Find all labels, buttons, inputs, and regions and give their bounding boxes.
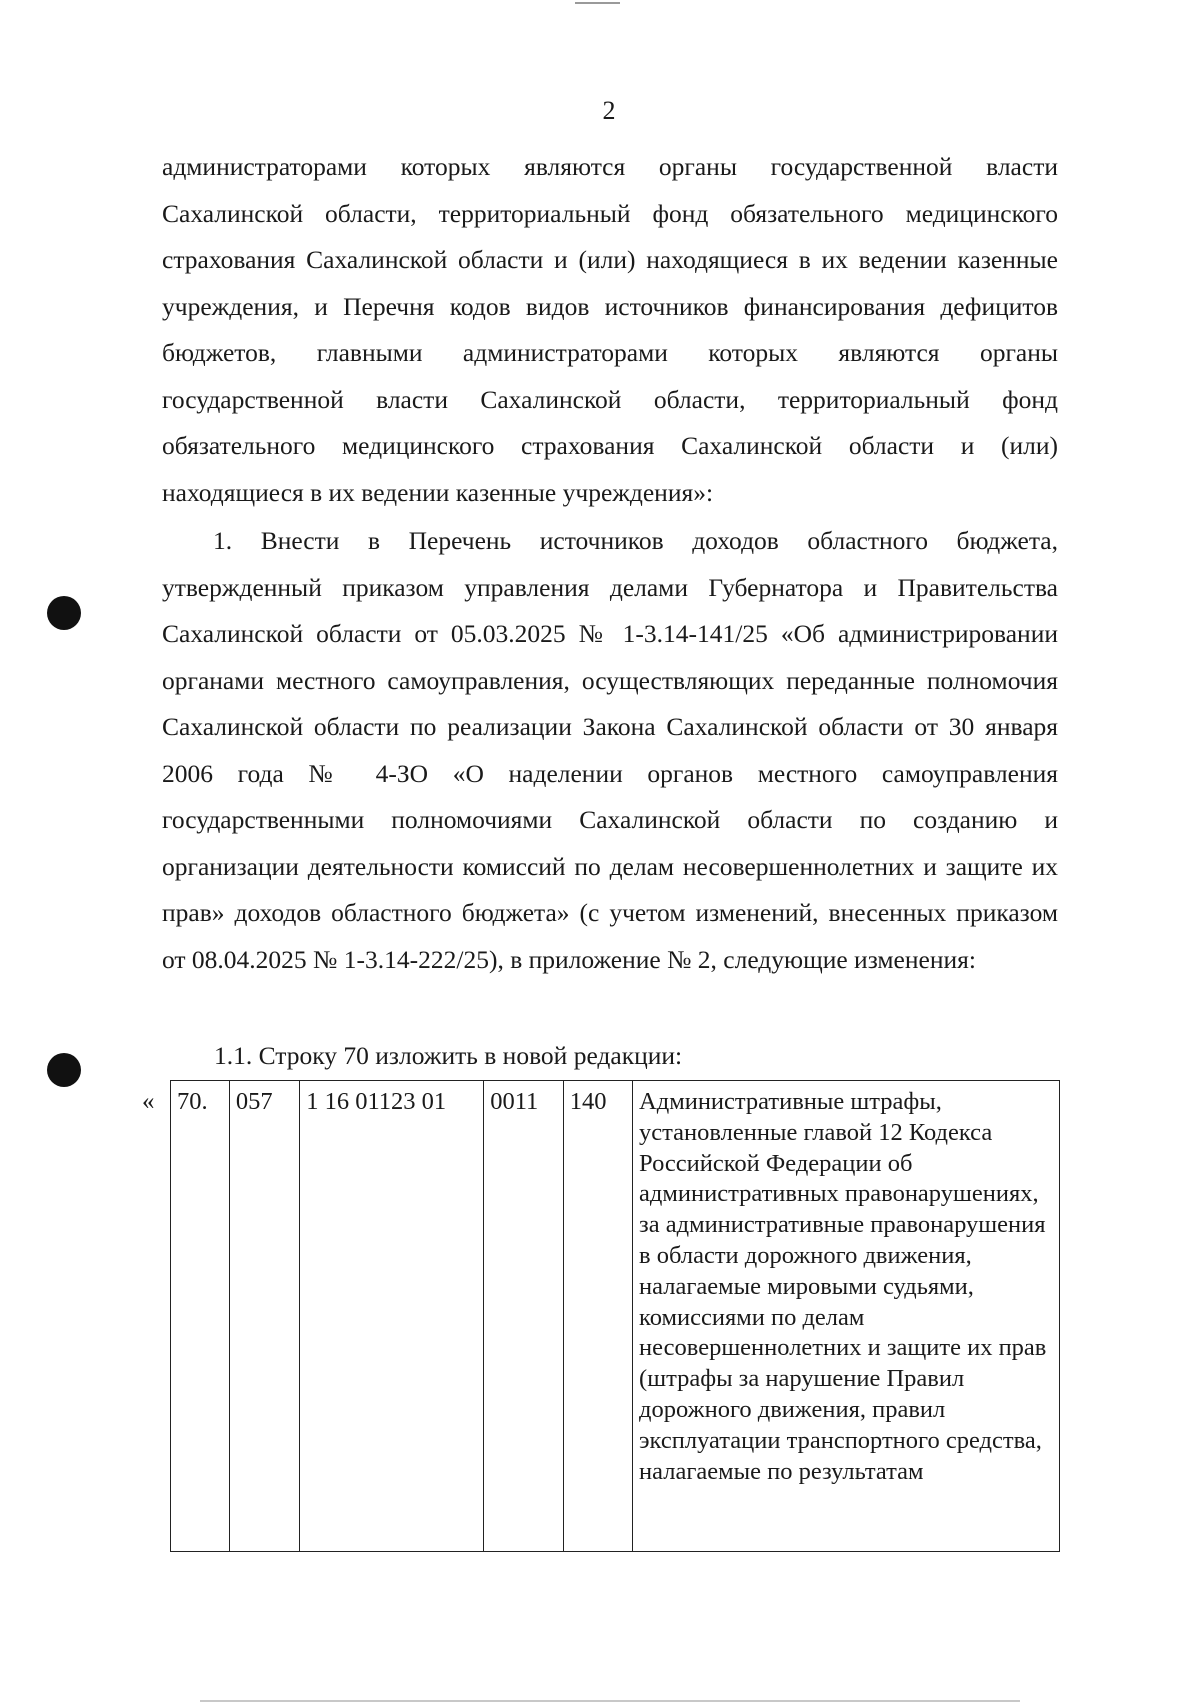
- cell-row-number: 70.: [171, 1081, 230, 1552]
- paragraph-item-1: 1. Внести в Перечень источников доходов областного бюджета, утвержденный приказом управления делами Губернатора и Правительства Сахалинской области от 05.03.2025 № 1-3.14-141/25 «Об администрировании органами местного самоуправления, осуществляющих переданные полномочия Сахалинской области по реализации Закона Сахалинской области от 30 января 2006 года № 4-ЗО «О наделении органов местного самоуправления государственными полномочиями Сахалинской области по созданию и организации деятельности комиссий по делам несовершеннолетних и защите их прав» доходов областного бюджета» (с учетом изменений, внесенных приказом от 08.04.2025 № 1-3.14-222/25), в приложение № 2, следующие изменения:: [162, 526, 1058, 974]
- page-number: 2: [602, 96, 616, 125]
- replacement-row-table: [170, 1080, 1060, 1552]
- cell-kbk: 1 16 01123 01: [300, 1081, 484, 1552]
- table-open-quote: «: [142, 1088, 155, 1115]
- table-row: [171, 1081, 1060, 1552]
- cell-admin-code: 057: [229, 1081, 299, 1552]
- cell-description: Административные штрафы, установленные главой 12 Кодекса Российской Федерации об административных правонарушениях, за административные правонарушения в области дорожного движения, налагаемые мировыми судьями, комиссиями по делам несовершеннолетних и защите их прав (штрафы за нарушение Правил дорожного движения, правил эксплуатации транспортного средства, налагаемые по результатам: [633, 1081, 1060, 1552]
- punch-hole-mark-top: [47, 596, 81, 630]
- paragraph-continuation: администраторами которых являются органы государственной власти Сахалинской области, территориальный фонд обязательного медицинского страхования Сахалинской области и (или) находящиеся в их ведении казенные учреждения, и Перечня кодов видов источников финансирования дефицитов бюджетов, главными администраторами которых являются органы государственной власти Сахалинской области, территориальный фонд обязательного медицинского страхования Сахалинской области и (или) находящиеся в их ведении казенные учреждения»:: [162, 152, 1058, 507]
- punch-hole-mark-bottom: [47, 1053, 81, 1087]
- paragraph-item-1-1: 1.1. Строку 70 изложить в новой редакции:: [214, 1041, 683, 1070]
- scan-artifact-top: [575, 2, 620, 4]
- cell-kosgu: 140: [563, 1081, 632, 1552]
- cell-sub-code: 0011: [484, 1081, 564, 1552]
- scan-artifact-bottom: [200, 1700, 1020, 1702]
